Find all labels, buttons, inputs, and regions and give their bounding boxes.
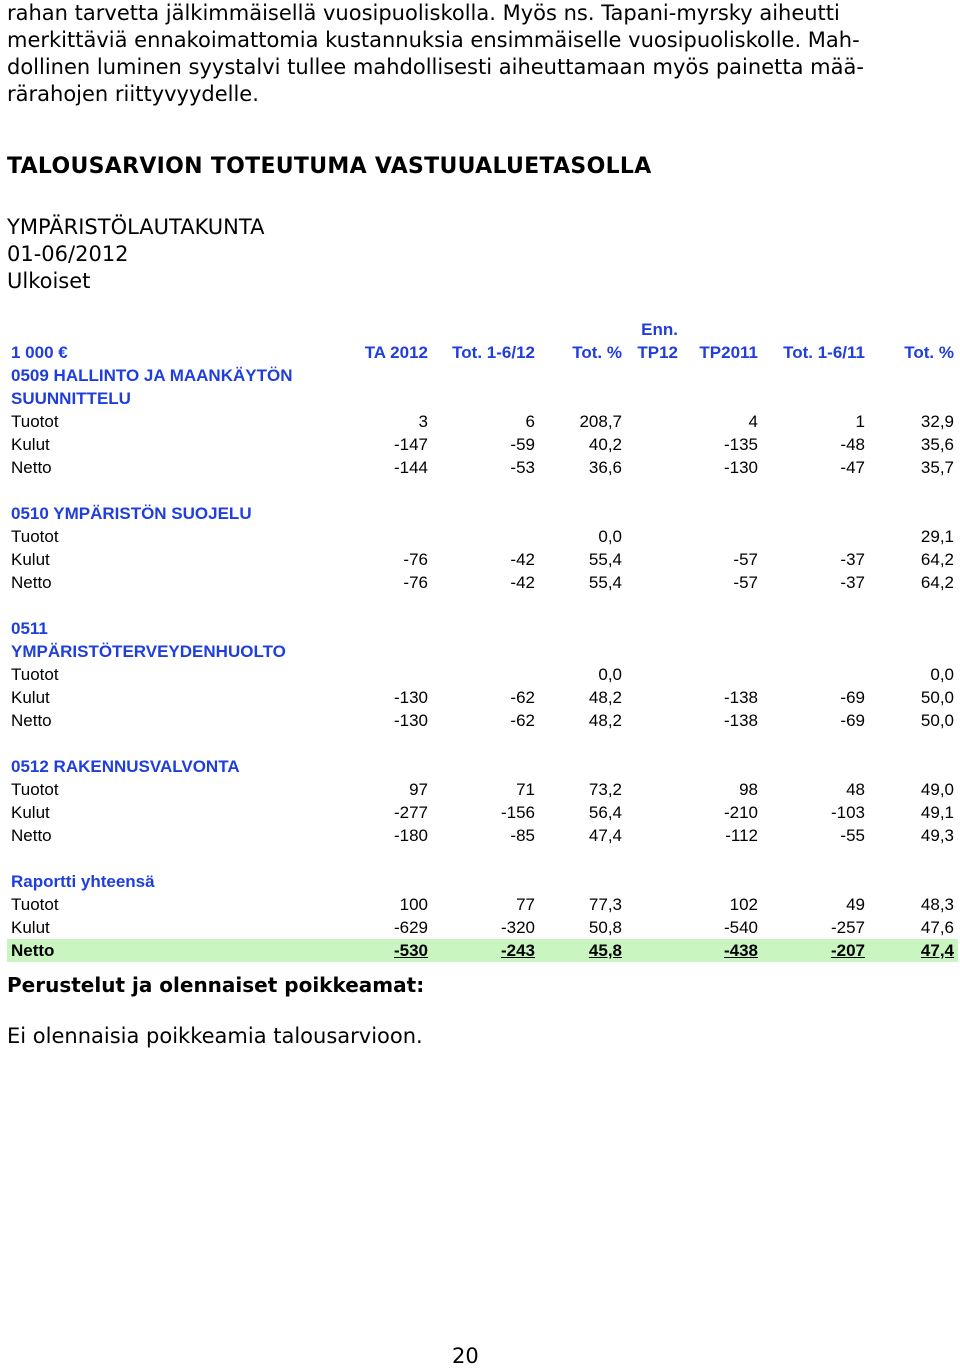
row-label: Tuotot	[11, 780, 59, 799]
table-row	[7, 709, 958, 732]
row-label: Tuotot	[11, 412, 59, 431]
section-title-row	[7, 617, 958, 640]
cell-tot-pct-prev: 50,0	[920, 688, 954, 707]
cell-tp12: 102	[729, 895, 758, 914]
cell-tp12: -57	[733, 573, 758, 592]
cell-tot-1-6-11: 49	[846, 895, 865, 914]
cell-tot-pct: 55,4	[588, 550, 622, 569]
cell-tot-1-6-12: -85	[510, 826, 535, 845]
table-row	[7, 778, 958, 801]
section-name: Raportti yhteensä	[11, 872, 155, 891]
cell-ta2012: 100	[399, 895, 428, 914]
cell-tot-pct: 208,7	[579, 412, 622, 431]
row-label: Tuotot	[11, 527, 59, 546]
cell-tot-1-6-12: 71	[516, 780, 535, 799]
intro-line: rärahojen riittyvyydelle.	[7, 82, 259, 106]
cell-tot-pct: 48,2	[588, 711, 622, 730]
table-row	[7, 663, 958, 686]
section-name: YMPÄRISTÖTERVEYDENHUOLTO	[11, 642, 286, 661]
cell-tot-pct: 36,6	[588, 458, 622, 477]
table-row	[7, 571, 958, 594]
table-row	[7, 433, 958, 456]
cell-tot-1-6-11: -37	[840, 573, 865, 592]
cell-tot-1-6-11: -37	[840, 550, 865, 569]
section-name: 0511	[11, 619, 48, 638]
cell-tp12: 4	[748, 412, 758, 431]
cell-tot-pct-prev: 50,0	[920, 711, 954, 730]
cell-tot-1-6-11: -69	[840, 688, 865, 707]
section-spacer	[7, 479, 958, 502]
cell-tot-pct-prev: 48,3	[920, 895, 954, 914]
cell-tot-pct-prev: 64,2	[920, 573, 954, 592]
row-label: Netto	[11, 826, 52, 845]
board-name: YMPÄRISTÖLAUTAKUNTA	[7, 215, 265, 239]
header-ta2012: TA 2012	[364, 343, 428, 362]
table-row	[7, 824, 958, 847]
cell-tot-pct: 73,2	[588, 780, 622, 799]
cell-tot-1-6-11: -257	[830, 918, 865, 937]
cell-tot-pct: 40,2	[588, 435, 622, 454]
intro-paragraph	[7, 0, 957, 108]
cell-tp12: 98	[739, 780, 758, 799]
section-title-row	[7, 387, 958, 410]
row-label: Netto	[11, 941, 55, 960]
cell-tot-pct-prev: 35,7	[920, 458, 954, 477]
cell-tot-pct: 48,2	[588, 688, 622, 707]
cell-tot-1-6-12: -53	[510, 458, 535, 477]
cell-tot-1-6-12: -320	[500, 918, 535, 937]
cell-tot-pct-prev: 49,1	[920, 803, 954, 822]
budget-report-table	[7, 318, 958, 962]
cell-tot-1-6-11: -69	[840, 711, 865, 730]
cell-tp12: -135	[723, 435, 758, 454]
cell-ta2012: -277	[393, 803, 428, 822]
cell-tot-pct: 0,0	[598, 665, 622, 684]
cell-tot-1-6-11: -47	[840, 458, 865, 477]
table-row	[7, 410, 958, 433]
cell-tot-1-6-12: -156	[500, 803, 535, 822]
cell-tot-pct: 55,4	[588, 573, 622, 592]
cell-ta2012: -144	[393, 458, 428, 477]
row-label: Kulut	[11, 803, 50, 822]
row-label: Tuotot	[11, 665, 59, 684]
row-label: Kulut	[11, 550, 50, 569]
cell-tot-1-6-11: 48	[846, 780, 865, 799]
table-row	[7, 801, 958, 824]
cell-tot-pct-prev: 35,6	[920, 435, 954, 454]
cell-tot-1-6-12: -62	[510, 688, 535, 707]
cell-tot-1-6-11: -55	[840, 826, 865, 845]
row-label: Kulut	[11, 918, 50, 937]
row-label: Kulut	[11, 688, 50, 707]
cell-tot-pct-prev: 47,4	[920, 941, 954, 960]
header-tp12: TP12	[637, 343, 678, 362]
cell-tot-pct-prev: 29,1	[920, 527, 954, 546]
section-title-row	[7, 364, 958, 387]
row-label: Netto	[11, 458, 52, 477]
table-row	[7, 456, 958, 479]
header-tot-pct-prev: Tot. %	[904, 343, 954, 362]
header-row	[7, 341, 958, 364]
cell-tp12: -138	[723, 711, 758, 730]
header-top-row	[7, 318, 958, 341]
table-row	[7, 548, 958, 571]
cell-ta2012: -130	[393, 688, 428, 707]
cell-tot-1-6-12: 6	[525, 412, 535, 431]
no-deviations-text: Ei olennaisia poikkeamia talousarvioon.	[7, 1024, 423, 1048]
row-label: Kulut	[11, 435, 50, 454]
section-title-row	[7, 502, 958, 525]
cell-ta2012: 3	[418, 412, 428, 431]
table-row	[7, 893, 958, 916]
cell-tot-pct-prev: 49,3	[920, 826, 954, 845]
header-tot-1-6-12: Tot. 1-6/12	[452, 343, 535, 362]
cell-tot-pct: 47,4	[588, 826, 622, 845]
cell-ta2012: -530	[393, 941, 428, 960]
cell-tot-pct: 0,0	[598, 527, 622, 546]
cell-ta2012: -76	[403, 573, 428, 592]
cell-ta2012: 97	[409, 780, 428, 799]
section-spacer	[7, 732, 958, 755]
table-row	[7, 525, 958, 548]
cell-ta2012: -180	[393, 826, 428, 845]
cell-tp12: -210	[723, 803, 758, 822]
section-name: 0510 YMPÄRISTÖN SUOJELU	[11, 504, 252, 523]
cell-tp12: -438	[723, 941, 758, 960]
cell-tot-1-6-12: -42	[510, 573, 535, 592]
header-tp2011: TP2011	[699, 343, 758, 362]
cell-tp12: -57	[733, 550, 758, 569]
cell-tot-pct: 56,4	[588, 803, 622, 822]
row-label: Netto	[11, 711, 52, 730]
cell-tot-1-6-11: 1	[855, 412, 865, 431]
section-name: 0512 RAKENNUSVALVONTA	[11, 757, 240, 776]
scope: Ulkoiset	[7, 269, 91, 293]
section-name: 0509 HALLINTO JA MAANKÄYTÖN	[11, 366, 293, 385]
header-enn: Enn.	[641, 320, 678, 339]
intro-line: dollinen luminen syystalvi tullee mahdollisesti aiheuttamaan myös painetta mää-	[7, 55, 864, 79]
period: 01-06/2012	[7, 242, 129, 266]
cell-tot-1-6-12: -62	[510, 711, 535, 730]
intro-line: merkittäviä ennakoimattomia kustannuksia ensimmäiselle vuosipuoliskolle. Mah-	[7, 28, 860, 52]
intro-line: rahan tarvetta jälkimmäisellä vuosipuoliskolla. Myös ns. Tapani-myrsky aiheutti	[7, 1, 840, 25]
table-row	[7, 686, 958, 709]
perustelut-heading: Perustelut ja olennaiset poikkeamat:	[7, 973, 425, 997]
cell-tot-pct-prev: 49,0	[920, 780, 954, 799]
cell-tot-pct: 50,8	[588, 918, 622, 937]
cell-tot-1-6-12: 77	[516, 895, 535, 914]
cell-tot-pct-prev: 47,6	[920, 918, 954, 937]
cell-tot-1-6-12: -59	[510, 435, 535, 454]
cell-tot-1-6-12: -243	[500, 941, 535, 960]
header-tot-1-6-11: Tot. 1-6/11	[783, 343, 865, 362]
cell-ta2012: -130	[393, 711, 428, 730]
cell-tp12: -540	[723, 918, 758, 937]
table-row	[7, 939, 958, 962]
cell-tot-pct-prev: 64,2	[920, 550, 954, 569]
cell-tot-1-6-12: -42	[510, 550, 535, 569]
cell-ta2012: -76	[403, 550, 428, 569]
cell-ta2012: -629	[393, 918, 428, 937]
header-unit: 1 000 €	[11, 343, 68, 362]
cell-tot-1-6-11: -48	[840, 435, 865, 454]
cell-tot-pct-prev: 32,9	[920, 412, 954, 431]
section-title: TALOUSARVION TOTEUTUMA VASTUUALUETASOLLA	[7, 154, 652, 179]
page-number: 20	[452, 1344, 479, 1368]
cell-tot-1-6-11: -207	[830, 941, 865, 960]
row-label: Tuotot	[11, 895, 59, 914]
section-title-row	[7, 870, 958, 893]
row-label: Netto	[11, 573, 52, 592]
cell-tot-pct-prev: 0,0	[930, 665, 954, 684]
cell-tp12: -130	[723, 458, 758, 477]
section-name: SUUNNITTELU	[11, 389, 131, 408]
header-tot-pct: Tot. %	[572, 343, 622, 362]
section-title-row	[7, 640, 958, 663]
cell-ta2012: -147	[393, 435, 428, 454]
section-spacer	[7, 594, 958, 617]
cell-tot-1-6-11: -103	[830, 803, 865, 822]
section-spacer	[7, 847, 958, 870]
cell-tp12: -138	[723, 688, 758, 707]
table-row	[7, 916, 958, 939]
cell-tp12: -112	[725, 826, 758, 845]
cell-tot-pct: 77,3	[588, 895, 622, 914]
section-title-row	[7, 755, 958, 778]
report-body	[7, 364, 958, 962]
cell-tot-pct: 45,8	[588, 941, 622, 960]
